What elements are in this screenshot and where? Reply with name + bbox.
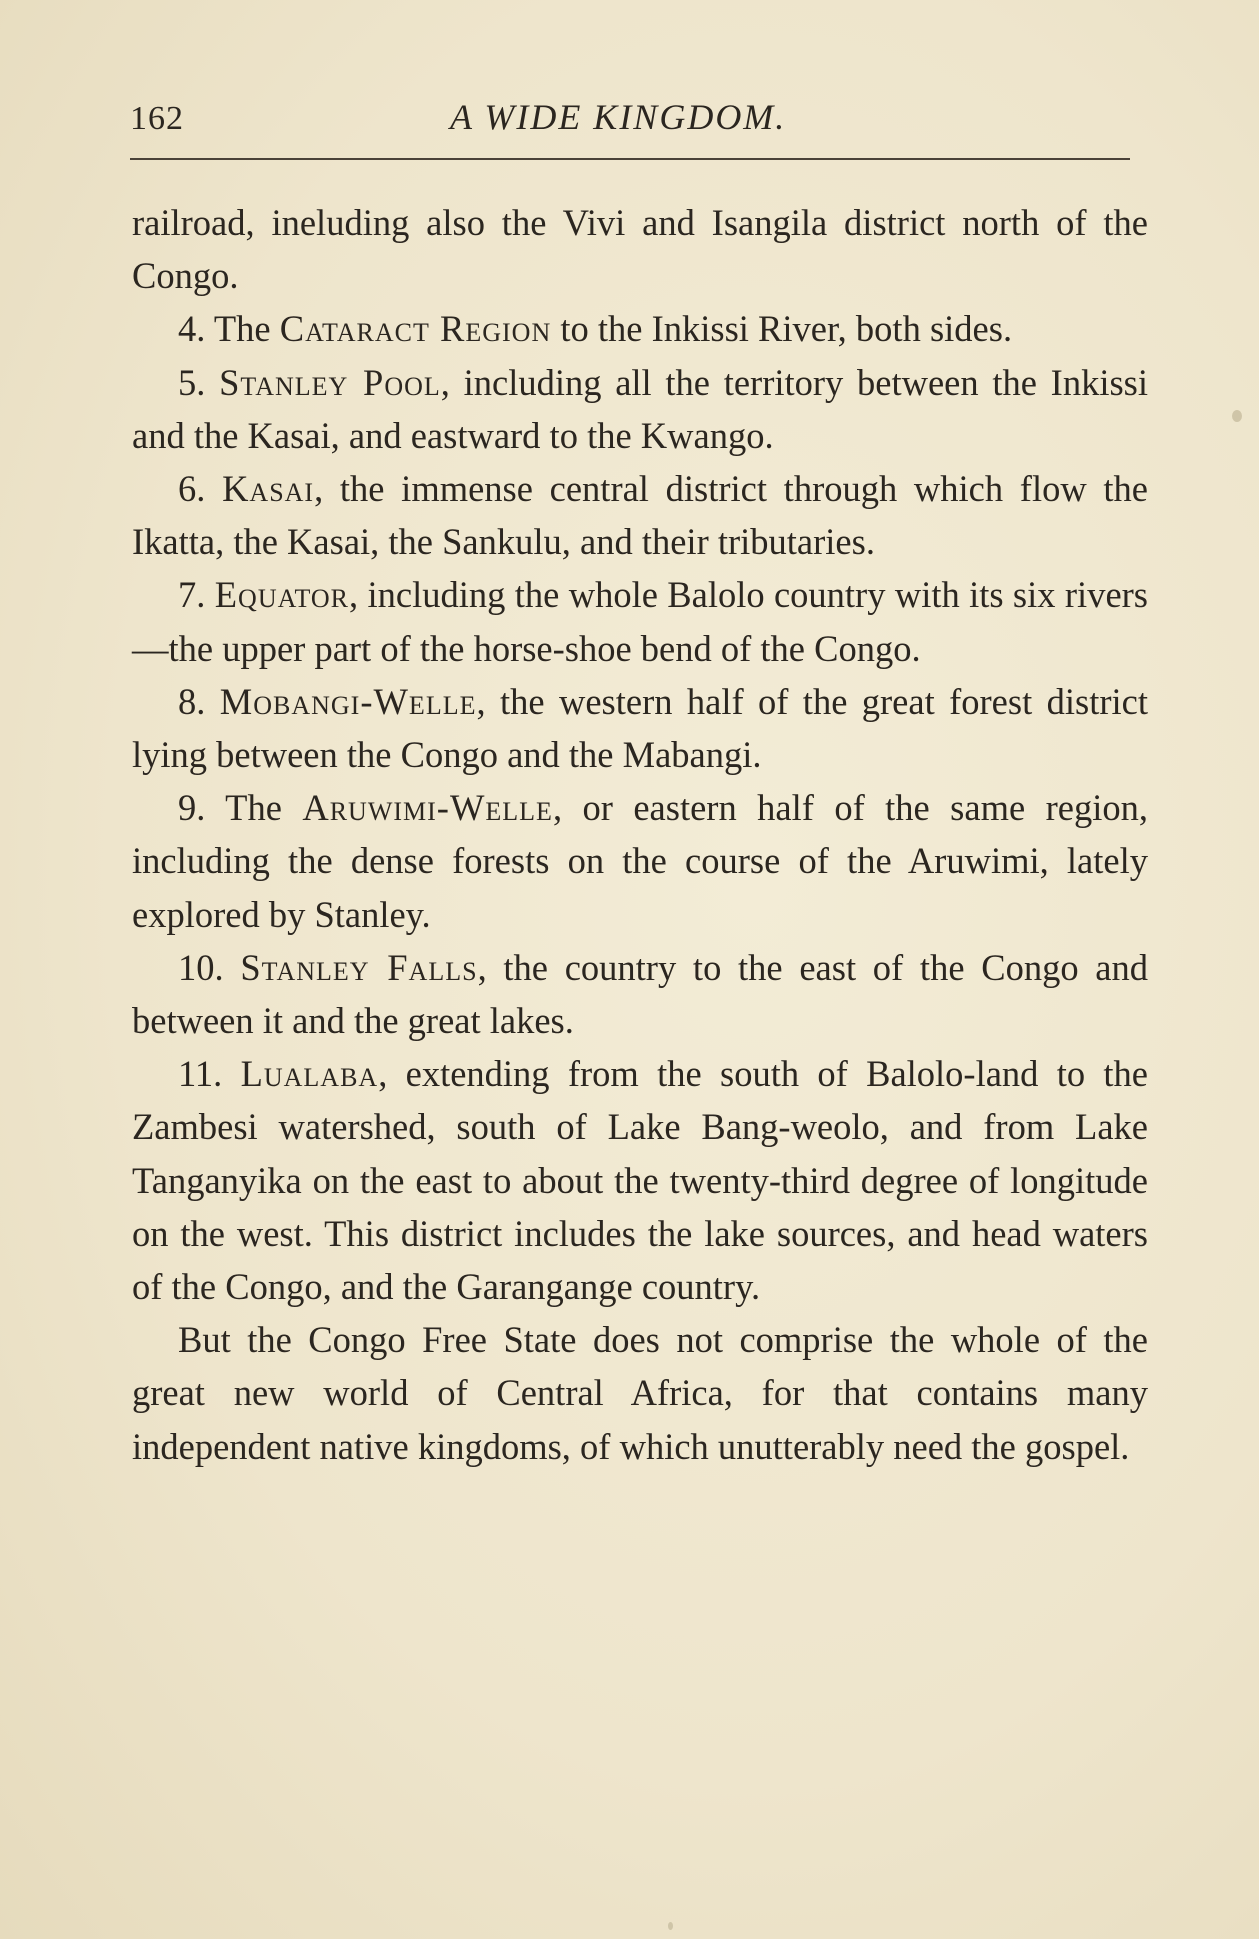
paragraph-lead: 4. The: [178, 308, 280, 350]
paragraph-lead: 8.: [178, 680, 220, 722]
page-body: [132, 196, 1148, 1473]
paragraph-lead: 10.: [178, 946, 241, 988]
region-name: Lualaba: [240, 1053, 379, 1095]
paragraph-item-7: [132, 568, 1148, 674]
paragraph-item-5: [132, 356, 1148, 462]
paragraph-lead: 9. The: [178, 787, 303, 829]
paragraph-closing: [132, 1313, 1148, 1473]
paragraph-text: railroad, ineluding also the Vivi and Isangila district north of the Congo.: [132, 202, 1148, 297]
paragraph-lead: 6.: [178, 468, 223, 510]
paragraph-text: , including the whole Balolo country with its six rivers—the upper part of the horse-shoe bend of the Congo.: [132, 574, 1148, 669]
header-rule: [130, 158, 1130, 160]
page-header: [130, 92, 1130, 142]
paragraph-item-9: [132, 781, 1148, 941]
page-number: 162: [130, 100, 184, 137]
paragraph-item-8: [132, 675, 1148, 781]
paragraph-lead: 7.: [178, 574, 215, 616]
paragraph-text: , the immense central district through which flow the Ikatta, the Kasai, the Sankulu, and their tributaries.: [132, 468, 1148, 563]
paragraph-item-11: [132, 1047, 1148, 1313]
paragraph-text: , the country to the east of the Congo and between it and the great lakes.: [132, 946, 1149, 1042]
paragraph-item-10: [132, 941, 1148, 1047]
paragraph-text: , or eastern half of the same region, including the dense forests on the course of the Aruwimi, lately explored by Stanley.: [132, 787, 1148, 935]
paper-speck: [1232, 410, 1242, 422]
paragraph-item-6: [132, 462, 1148, 568]
paragraph-text: , extending from the south of Balolo-land to the Zambesi watershed, south of Lake Bang-weolo, and from Lake Tanganyika on the east to about the twenty-third degree of longitude on the west. This district includes the lake sources, and head waters of the Congo, and the Garangange country.: [132, 1053, 1148, 1308]
paragraph-text: But the Congo Free State does not comprise the whole of the great new world of Central Africa, for that contains many independent native kingdoms, of which unutterably need the gospel.: [132, 1319, 1148, 1467]
paragraph-text: , the western half of the great forest district lying between the Congo and the Mabangi.: [132, 680, 1148, 776]
region-name: Aruwimi-Welle: [302, 787, 553, 829]
paper-speck: [668, 1922, 673, 1930]
region-name: Kasai: [222, 468, 315, 510]
paragraph-text: , including all the territory between the Inkissi and the Kasai, and eastward to the Kwango.: [132, 361, 1149, 456]
region-name: Equator: [214, 574, 350, 616]
running-title: A WIDE KINGDOM.: [450, 97, 787, 137]
paragraph-continuation: [132, 196, 1148, 302]
region-name: Stanley Pool: [219, 361, 441, 403]
region-name: Stanley Falls: [240, 946, 478, 988]
paragraph-lead: 11.: [178, 1053, 241, 1095]
region-name: Mobangi-Welle: [219, 680, 477, 722]
paragraph-item-4: [132, 302, 1148, 355]
paragraph-lead: 5.: [178, 361, 220, 403]
region-name: Cataract Region: [279, 308, 552, 350]
paragraph-text: to the Inkissi River, both sides.: [551, 308, 1013, 350]
